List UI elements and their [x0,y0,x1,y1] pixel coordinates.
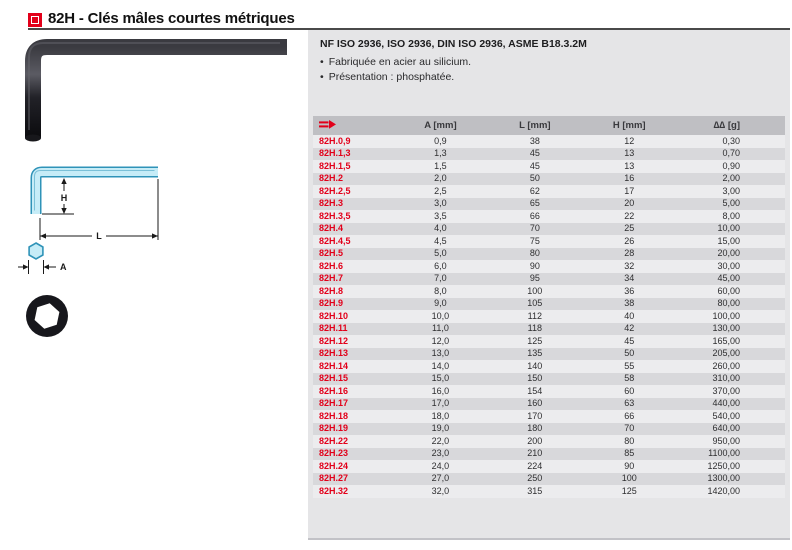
value-cell: 12 [582,135,676,148]
value-cell: 4,0 [393,223,487,236]
value-cell: 10,0 [393,310,487,323]
value-cell: 5,0 [393,248,487,261]
table-row [313,485,785,498]
column-header-h: H [mm] [582,116,676,135]
table-row [313,435,785,448]
value-cell: 205,00 [676,348,785,361]
value-cell: 1,5 [393,160,487,173]
table-row [313,298,785,311]
value-cell: 63 [582,398,676,411]
standards-line: NF ISO 2936, ISO 2936, DIN ISO 2936, ASME B18.3.2M [320,38,587,50]
value-cell: 45,00 [676,273,785,286]
reference-column-header [313,116,393,135]
ref-cell: 82H.1,3 [313,148,393,161]
ref-cell: 82H.10 [313,310,393,323]
value-cell: 6,0 [393,260,487,273]
value-cell: 26 [582,235,676,248]
feature-text: Fabriquée en acier au silicium. [328,56,472,68]
value-cell: 65 [488,198,582,211]
hex-socket-cross-section-icon [22,290,82,350]
value-cell: 0,70 [676,148,785,161]
column-header-a: A [mm] [393,116,487,135]
table-row [313,448,785,461]
value-cell: 38 [488,135,582,148]
value-cell: 112 [488,310,582,323]
value-cell: 4,5 [393,235,487,248]
value-cell: 25 [582,223,676,236]
value-cell: 20 [582,198,676,211]
value-cell: 140 [488,360,582,373]
value-cell: 75 [488,235,582,248]
dim-label-h: H [60,193,68,203]
value-cell: 40 [582,310,676,323]
value-cell: 70 [582,423,676,436]
value-cell: 100 [488,285,582,298]
ref-cell: 82H.5 [313,248,393,261]
table-row [313,248,785,261]
ref-cell: 82H.6 [313,260,393,273]
value-cell: 224 [488,460,582,473]
value-cell: 95 [488,273,582,286]
value-cell: 15,00 [676,235,785,248]
value-cell: 16,0 [393,385,487,398]
ref-cell: 82H.32 [313,485,393,498]
value-cell: 180 [488,423,582,436]
ref-cell: 82H.23 [313,448,393,461]
value-cell: 170 [488,410,582,423]
table-row [313,423,785,436]
dim-label-a: A [60,262,67,272]
table-row [313,410,785,423]
hex-key-dimension-diagram [12,158,212,288]
reference-arrow-icon [319,120,337,129]
value-cell: 125 [582,485,676,498]
value-cell: 62 [488,185,582,198]
value-cell: 3,5 [393,210,487,223]
value-cell: 7,0 [393,273,487,286]
ref-cell: 82H.7 [313,273,393,286]
value-cell: 0,30 [676,135,785,148]
value-cell: 950,00 [676,435,785,448]
table-row [313,348,785,361]
value-cell: 210 [488,448,582,461]
table-row [313,135,785,148]
value-cell: 50 [582,348,676,361]
ref-cell: 82H.4 [313,223,393,236]
feature-bullet [320,71,454,83]
value-cell: 2,0 [393,173,487,186]
value-cell: 8,0 [393,285,487,298]
value-cell: 3,0 [393,198,487,211]
ref-cell: 82H.8 [313,285,393,298]
value-cell: 17 [582,185,676,198]
value-cell: 0,9 [393,135,487,148]
ref-cell: 82H.14 [313,360,393,373]
table-row [313,323,785,336]
value-cell: 250 [488,473,582,486]
spec-table-body [313,135,785,498]
table-row [313,373,785,386]
value-cell: 13 [582,148,676,161]
table-row [313,173,785,186]
table-row [313,285,785,298]
value-cell: 1,3 [393,148,487,161]
dim-label-l: L [96,231,102,241]
value-cell: 22 [582,210,676,223]
value-cell: 17,0 [393,398,487,411]
ref-cell: 82H.19 [313,423,393,436]
value-cell: 22,0 [393,435,487,448]
value-cell: 19,0 [393,423,487,436]
value-cell: 260,00 [676,360,785,373]
value-cell: 66 [488,210,582,223]
value-cell: 18,0 [393,410,487,423]
value-cell: 154 [488,385,582,398]
column-header-weight: ∆∆ [g] [676,116,785,135]
value-cell: 55 [582,360,676,373]
value-cell: 20,00 [676,248,785,261]
value-cell: 28 [582,248,676,261]
ref-cell: 82H.2,5 [313,185,393,198]
value-cell: 14,0 [393,360,487,373]
value-cell: 130,00 [676,323,785,336]
value-cell: 440,00 [676,398,785,411]
value-cell: 13,0 [393,348,487,361]
value-cell: 100 [582,473,676,486]
value-cell: 640,00 [676,423,785,436]
ref-cell: 82H.1,5 [313,160,393,173]
red-square-icon [28,13,42,27]
value-cell: 15,0 [393,373,487,386]
value-cell: 105 [488,298,582,311]
value-cell: 2,5 [393,185,487,198]
value-cell: 13 [582,160,676,173]
value-cell: 60,00 [676,285,785,298]
value-cell: 135 [488,348,582,361]
table-row [313,310,785,323]
table-row [313,385,785,398]
ref-cell: 82H.3,5 [313,210,393,223]
bullet-dot: • [320,56,324,68]
value-cell: 1250,00 [676,460,785,473]
table-row [313,360,785,373]
value-cell: 11,0 [393,323,487,336]
value-cell: 36 [582,285,676,298]
table-row [313,398,785,411]
value-cell: 85 [582,448,676,461]
value-cell: 32 [582,260,676,273]
ref-cell: 82H.15 [313,373,393,386]
value-cell: 27,0 [393,473,487,486]
table-row [313,148,785,161]
ref-cell: 82H.22 [313,435,393,448]
value-cell: 9,0 [393,298,487,311]
value-cell: 30,00 [676,260,785,273]
value-cell: 16 [582,173,676,186]
ref-cell: 82H.9 [313,298,393,311]
table-row [313,335,785,348]
value-cell: 45 [582,335,676,348]
value-cell: 100,00 [676,310,785,323]
value-cell: 66 [582,410,676,423]
value-cell: 38 [582,298,676,311]
value-cell: 42 [582,323,676,336]
column-header-l: L [mm] [488,116,582,135]
table-row [313,460,785,473]
table-row [313,235,785,248]
value-cell: 34 [582,273,676,286]
table-row [313,160,785,173]
table-row [313,210,785,223]
value-cell: 90 [582,460,676,473]
value-cell: 90 [488,260,582,273]
value-cell: 45 [488,148,582,161]
ref-cell: 82H.24 [313,460,393,473]
value-cell: 118 [488,323,582,336]
ref-cell: 82H.17 [313,398,393,411]
ref-cell: 82H.3 [313,198,393,211]
value-cell: 2,00 [676,173,785,186]
ref-cell: 82H.18 [313,410,393,423]
ref-cell: 82H.16 [313,385,393,398]
value-cell: 12,0 [393,335,487,348]
value-cell: 310,00 [676,373,785,386]
value-cell: 0,90 [676,160,785,173]
value-cell: 125 [488,335,582,348]
value-cell: 1420,00 [676,485,785,498]
value-cell: 23,0 [393,448,487,461]
page-title: 82H - Clés mâles courtes métriques [48,10,295,27]
value-cell: 50 [488,173,582,186]
value-cell: 315 [488,485,582,498]
value-cell: 5,00 [676,198,785,211]
table-row [313,223,785,236]
spec-table [313,116,785,498]
value-cell: 8,00 [676,210,785,223]
value-cell: 150 [488,373,582,386]
feature-text: Présentation : phosphatée. [328,71,455,83]
value-cell: 45 [488,160,582,173]
value-cell: 1100,00 [676,448,785,461]
value-cell: 32,0 [393,485,487,498]
ref-cell: 82H.2 [313,173,393,186]
value-cell: 80 [582,435,676,448]
value-cell: 80 [488,248,582,261]
value-cell: 370,00 [676,385,785,398]
value-cell: 200 [488,435,582,448]
value-cell: 80,00 [676,298,785,311]
ref-cell: 82H.11 [313,323,393,336]
table-row [313,473,785,486]
ref-cell: 82H.13 [313,348,393,361]
table-row [313,198,785,211]
hex-key-photo [10,34,300,149]
spec-table-head [313,116,785,135]
table-row [313,260,785,273]
value-cell: 58 [582,373,676,386]
value-cell: 165,00 [676,335,785,348]
value-cell: 60 [582,385,676,398]
feature-bullet [320,56,471,68]
value-cell: 10,00 [676,223,785,236]
ref-cell: 82H.27 [313,473,393,486]
table-row [313,273,785,286]
value-cell: 24,0 [393,460,487,473]
bullet-dot: • [320,71,324,83]
value-cell: 70 [488,223,582,236]
value-cell: 160 [488,398,582,411]
ref-cell: 82H.4,5 [313,235,393,248]
value-cell: 540,00 [676,410,785,423]
ref-cell: 82H.0,9 [313,135,393,148]
table-row [313,185,785,198]
ref-cell: 82H.12 [313,335,393,348]
value-cell: 3,00 [676,185,785,198]
product-spec-panel [308,30,790,540]
value-cell: 1300,00 [676,473,785,486]
